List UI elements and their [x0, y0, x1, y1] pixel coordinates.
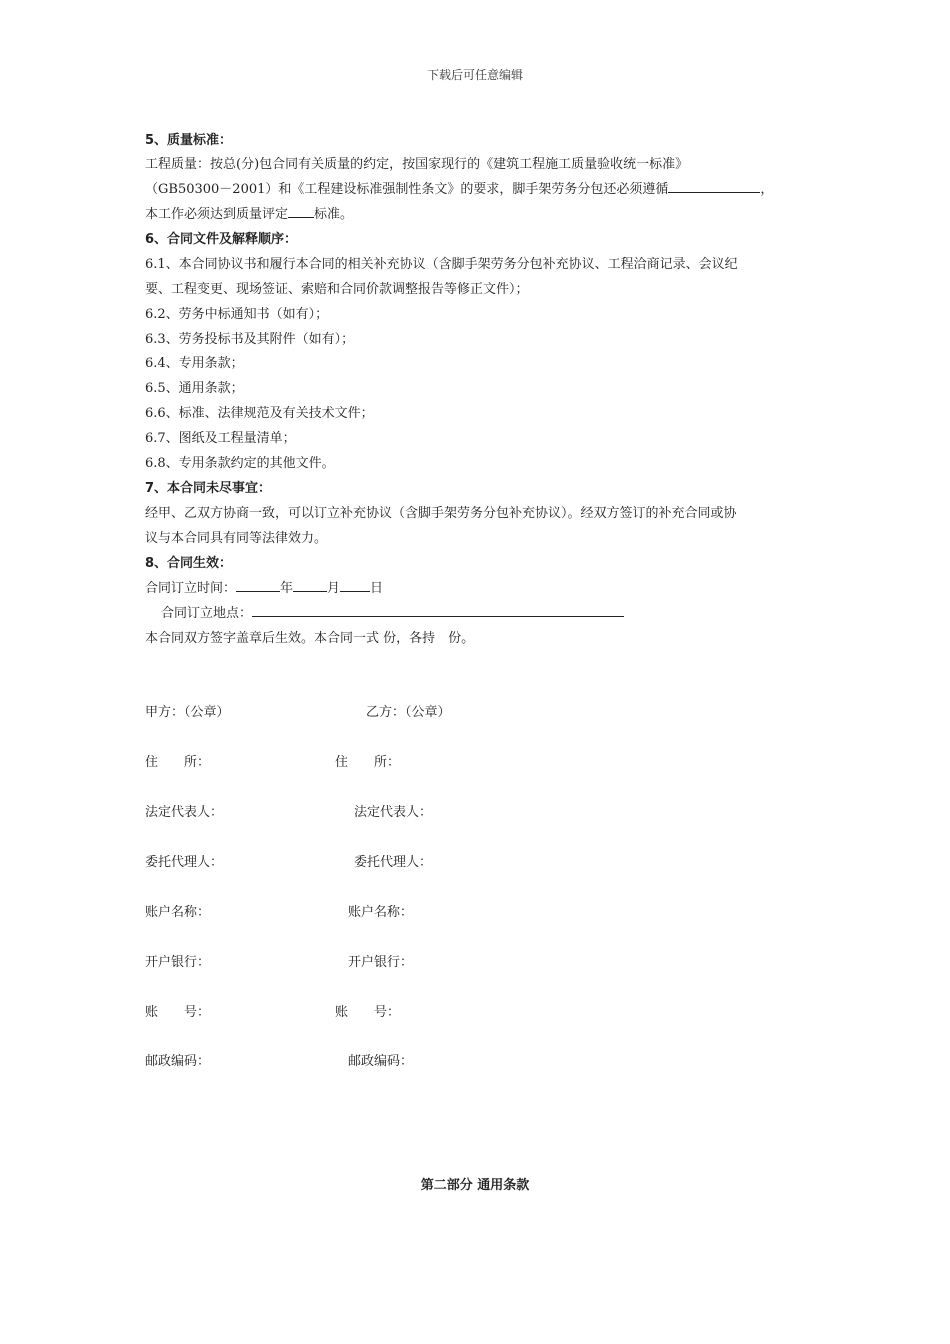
- party-a-label: 甲方：（公章）: [145, 705, 230, 720]
- section-6-item: 6.2、劳务中标通知书（如有）；: [145, 307, 329, 322]
- page-header: 下载后可任意编辑: [426, 68, 523, 82]
- section-8-heading: 8、合同生效：: [145, 556, 233, 571]
- party-b-postcode: 邮政编码：: [348, 1054, 414, 1069]
- section-6-1-line-2: 要、工程变更、现场签证、索赔和合同价款调整报告等修正文件）；: [145, 282, 529, 297]
- part-2-title: 第二部分 通用条款: [420, 1178, 530, 1193]
- contract-date-line: [145, 577, 383, 596]
- quality-grade-blank[interactable]: [288, 205, 314, 218]
- contract-place-label: 合同订立地点：: [161, 606, 253, 621]
- section-5-line-2: [145, 178, 773, 197]
- contract-place-line: [161, 602, 624, 621]
- section-5-line-2-text: （GB50300－2001）和《工程建设标准强制性条文》的要求，脚手架劳务分包还必须遵循: [145, 182, 669, 197]
- section-5-line-3-end: 标准。: [314, 207, 354, 222]
- party-a-agent: 委托代理人：: [145, 855, 224, 870]
- copies-line: 本合同双方签字盖章后生效。本合同一式 份，各持 份。: [145, 631, 475, 646]
- section-6-item: 6.7、图纸及工程量清单；: [145, 431, 296, 446]
- year-label: 年: [280, 581, 294, 596]
- day-blank[interactable]: [340, 579, 370, 592]
- party-a-postcode: 邮政编码：: [145, 1054, 211, 1069]
- section-6-item: 6.4、专用条款；: [145, 356, 244, 371]
- party-b-legal-rep: 法定代表人：: [354, 805, 433, 820]
- contract-date-label: 合同订立时间：: [145, 581, 237, 596]
- party-a-account-name: 账户名称：: [145, 905, 211, 920]
- party-a-address: 住 所：: [145, 755, 211, 770]
- party-a-legal-rep: 法定代表人：: [145, 805, 224, 820]
- section-6-item: 6.6、标准、法律规范及有关技术文件；: [145, 406, 374, 421]
- year-blank[interactable]: [236, 579, 280, 592]
- day-label: 日: [370, 581, 384, 596]
- section-6-item: 6.5、通用条款；: [145, 381, 244, 396]
- month-label: 月: [327, 581, 341, 596]
- party-b-account-name: 账户名称：: [348, 905, 414, 920]
- section-6-heading: 6、合同文件及解释顺序：: [145, 232, 298, 247]
- standard-blank[interactable]: [668, 180, 760, 193]
- party-b-agent: 委托代理人：: [354, 855, 433, 870]
- party-b-bank: 开户银行：: [348, 955, 414, 970]
- party-b-account-no: 账 号：: [335, 1005, 401, 1020]
- section-5-heading: 5、质量标准：: [145, 133, 233, 148]
- section-5-line-1: 工程质量：按总(分)包合同有关质量的约定，按国家现行的《建筑工程施工质量验收统一标准》: [145, 157, 689, 172]
- section-6-1-line-1: 6.1、本合同协议书和履行本合同的相关补充协议（含脚手架劳务分包补充协议、工程洽商记录、会议纪: [145, 257, 738, 272]
- section-6-item: 6.3、劳务投标书及其附件（如有）；: [145, 332, 355, 347]
- party-b-label: 乙方：（公章）: [366, 705, 451, 720]
- comma: ，: [760, 182, 774, 197]
- section-5-line-3-text: 本工作必须达到质量评定: [145, 207, 289, 222]
- place-blank[interactable]: [252, 604, 624, 617]
- party-a-account-no: 账 号：: [145, 1005, 211, 1020]
- month-blank[interactable]: [293, 579, 327, 592]
- section-7-heading: 7、本合同未尽事宜：: [145, 481, 272, 496]
- party-a-bank: 开户银行：: [145, 955, 211, 970]
- section-6-item: 6.8、专用条款约定的其他文件。: [145, 456, 335, 471]
- section-7-line-2: 议与本合同具有同等法律效力。: [145, 531, 328, 546]
- party-b-address: 住 所：: [335, 755, 401, 770]
- section-7-line-1: 经甲、乙双方协商一致，可以订立补充协议（含脚手架劳务分包补充协议）。经双方签订的补充合同或协: [145, 506, 737, 521]
- section-5-line-3: [145, 203, 353, 222]
